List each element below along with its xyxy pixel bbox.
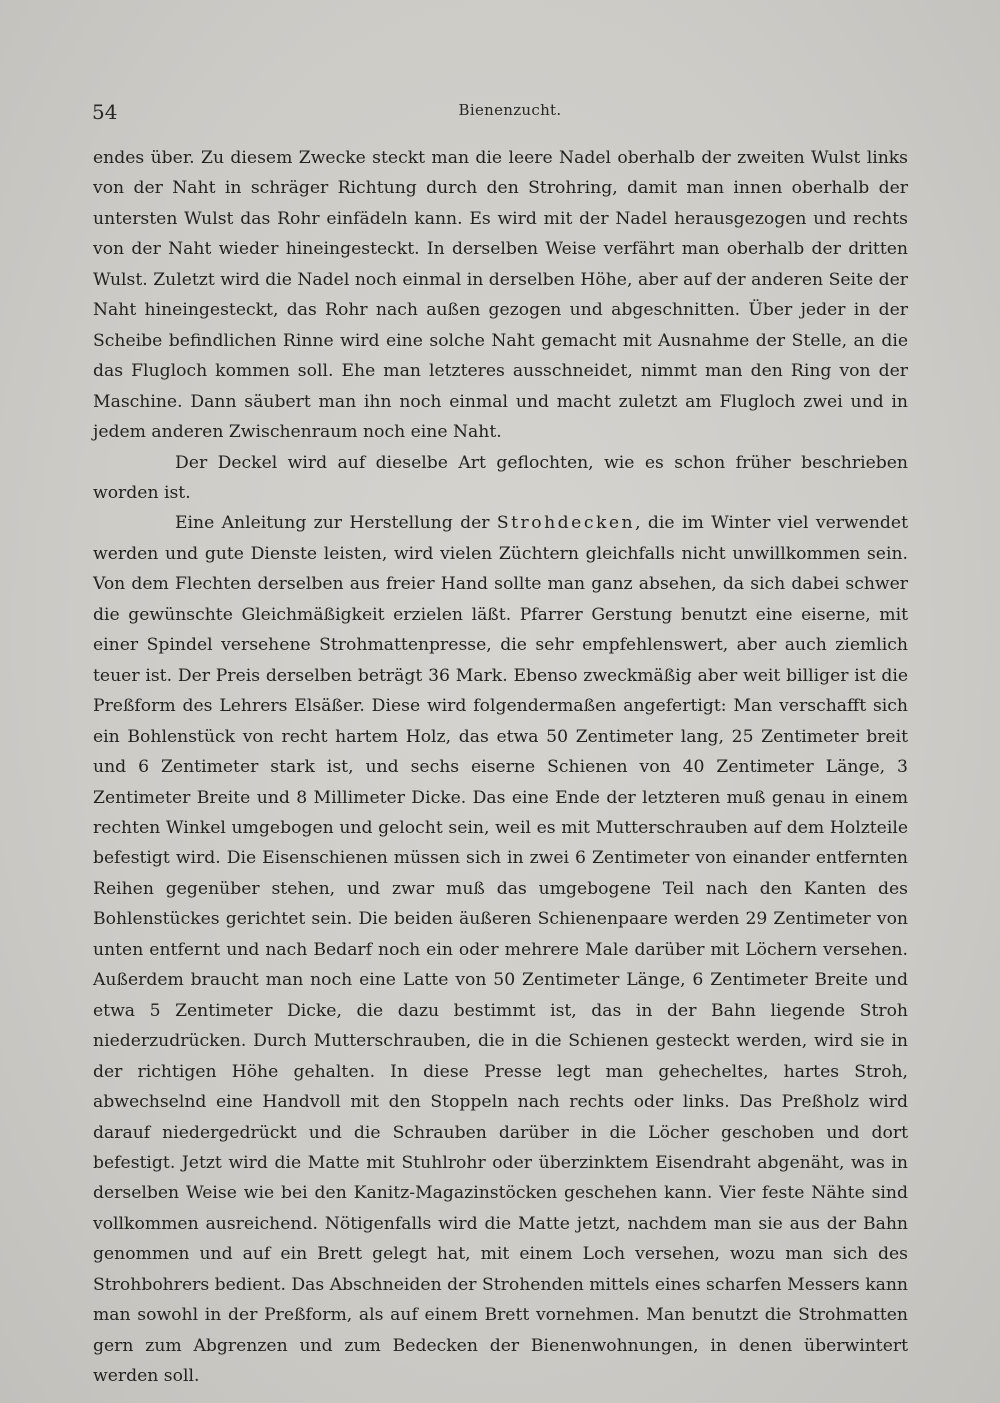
paragraph-deckel: Der Deckel wird auf dieselbe Art geflochten, wie es schon früher beschrieben worden ist. [93, 452, 908, 503]
emphasized-term: Strohdecken [496, 513, 636, 534]
body-text [93, 143, 908, 1392]
running-title: Bienenzucht. [458, 101, 562, 119]
paragraph-lead-text: Eine Anleitung zur Herstellung der [175, 513, 497, 534]
page-number: 54 [92, 100, 118, 124]
paragraph-continuation: endes über. Zu diesem Zwecke steckt man die leere Nadel oberhalb der zweiten Wulst links von der Naht in schräger Richtung durch den Strohring, damit man innen oberhalb der untersten Wulst das Rohr einfädeln kann. Es wird mit der Nadel herausgezogen und rechts von der Naht wieder hineingesteckt. In derselben Weise verfährt man oberhalb der dritten Wulst. Zuletzt wird die Nadel noch einmal in derselben Höhe, aber auf der anderen Seite der Naht hineingesteckt, das Rohr nach außen gezogen und abgeschnitten. Über jeder in der Scheibe befindlichen Rinne wird eine solche Naht gemacht mit Ausnahme der Stelle, an die das Flugloch kommen soll. Ehe man letzteres ausschneidet, nimmt man den Ring von der Maschine. Dann säubert man ihn noch einmal und macht zuletzt am Flugloch zwei und in jedem anderen Zwischenraum noch eine Naht. [93, 148, 908, 443]
paragraph-strohdecken [93, 508, 908, 1391]
paragraph-body-text: , die im Winter viel verwendet werden und gute Dienste leisten, wird vielen Züchtern gleichfalls nicht unwillkommen sein. Von dem Flechten derselben aus freier Hand sollte man ganz absehen, da sich dabei schwer die gewünschte Gleichmäßigkeit erzielen läßt. Pfarrer Gerstung benutzt eine eiserne, mit einer Spindel versehene Strohmattenpresse, die sehr empfehlenswert, aber auch ziemlich teuer ist. Der Preis derselben beträgt 36 Mark. Ebenso zweckmäßig aber weit billiger ist die Preßform des Lehrers Elsäßer. Diese wird folgendermaßen angefertigt: Man verschafft sich ein Bohlenstück von recht hartem Holz, das etwa 50 Zentimeter lang, 25 Zentimeter breit und 6 Zentimeter stark ist, und sechs eiserne Schienen von 40 Zentimeter Länge, 3 Zentimeter Breite und 8 Millimeter Dicke. Das eine Ende der letzteren muß genau in einem rechten Winkel umgebogen und gelocht sein, weil es mit Mutterschrauben auf dem Holzteile befestigt wird. Die Eisenschienen müssen sich in zwei 6 Zentimeter von einander entfernten Reihen gegenüber stehen, und zwar muß das umgebogene Teil nach den Kanten des Bohlenstückes gerichtet sein. Die beiden äußeren Schienenpaare werden 29 Zentimeter von unten entfernt und nach Bedarf noch ein oder mehrere Male darüber mit Löchern versehen. Außerdem braucht man noch eine Latte von 50 Zentimeter Länge, 6 Zentimeter Breite und etwa 5 Zentimeter Dicke, die dazu bestimmt ist, das in der Bahn liegende Stroh niederzudrücken. Durch Mutterschrauben, die in die Schienen gesteckt werden, wird sie in der richtigen Höhe gehalten. In diese Presse legt man gehecheltes, hartes Stroh, abwechselnd eine Handvoll mit den Stoppeln nach rechts oder links. Das Preßholz wird darauf niedergedrückt und die Schrauben darüber in die Löcher geschoben und dort befestigt. Jetzt wird die Matte mit Stuhlrohr oder überzinktem Eisendraht abgenäht, was in derselben Weise wie bei den Kanitz-Magazinstöcken geschehen kann. Vier feste Nähte sind vollkommen ausreichend. Nötigenfalls wird die Matte jetzt, nachdem man sie aus der Bahn genommen und auf ein Brett gelegt hat, mit einem Loch versehen, wozu man sich des Strohbohrers bedient. Das Abschneiden der Strohenden mittels eines scharfen Messers kann man sowohl in der Preßform, als auf einem Brett vornehmen. Man benutzt die Strohmatten gern zum Abgrenzen und zum Bedecken der Bienenwohnungen, in denen überwintert werden soll. [93, 513, 908, 1387]
